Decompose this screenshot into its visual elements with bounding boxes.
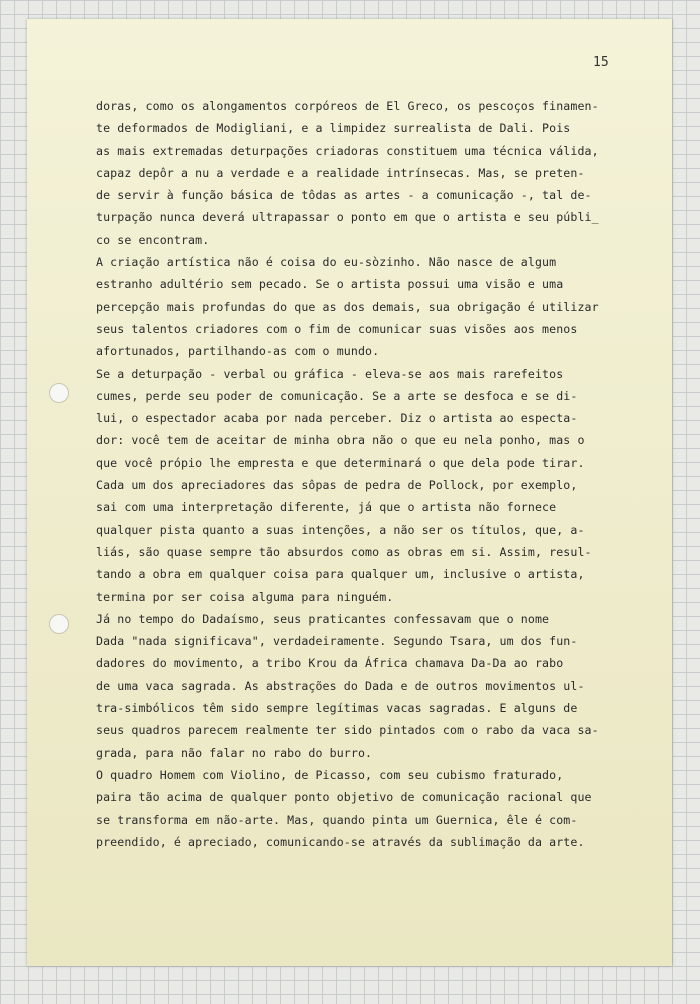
text-line: afortunados, partilhando-as com o mundo. <box>96 344 380 359</box>
text-line: cumes, perde seu poder de comunicação. Se a arte se desfoca e se di- <box>96 388 578 403</box>
text-line: dadores do movimento, a tribo Krou da África chamava Da-Da ao rabo <box>96 656 564 671</box>
text-line: A criação artística não é coisa do eu-sòzinho. Não nasce de algum <box>96 255 557 270</box>
text-line: doras, como os alongamentos corpóreos de El Greco, os pescoços finamen- <box>96 99 599 113</box>
page-number: 15 <box>593 55 609 70</box>
text-line: dor: você tem de aceitar de minha obra não o que eu nela ponho, mas o <box>96 433 585 448</box>
text-line: tra-simbólicos têm sido sempre legítimas vacas sagradas. E alguns de <box>96 701 578 716</box>
body-text <box>96 95 641 853</box>
text-line: liás, são quase sempre tão absurdos como as obras em si. Assim, resul- <box>96 544 592 559</box>
text-line: as mais extremadas deturpações criadoras constituem uma técnica válida, <box>96 143 599 158</box>
text-line: turpação nunca deverá ultrapassar o ponto em que o artista e seu públi_ <box>96 210 599 225</box>
text-line: te deformados de Modigliani, e a limpidez surrealista de Dali. Pois <box>96 121 571 136</box>
punch-hole <box>49 614 69 634</box>
text-line: O quadro Homem com Violino, de Picasso, com seu cubismo fraturado, <box>96 767 564 782</box>
text-line: capaz depôr a nu a verdade e a realidade intrínsecas. Mas, se preten- <box>96 165 585 180</box>
text-line: percepção mais profundas do que as dos demais, sua obrigação é utilizar <box>96 299 599 314</box>
text-line: grada, para não falar no rabo do burro. <box>96 745 373 760</box>
text-line: Cada um dos apreciadores das sôpas de pedra de Pollock, por exemplo, <box>96 478 578 493</box>
text-line: Se a deturpação - verbal ou gráfica - eleva-se aos mais rarefeitos <box>96 366 564 381</box>
text-line: lui, o espectador acaba por nada perceber. Diz o artista ao especta- <box>96 411 578 426</box>
text-line: tando a obra em qualquer coisa para qualquer um, inclusive o artista, <box>96 567 585 582</box>
punch-hole <box>49 383 69 403</box>
text-line: Já no tempo do Dadaísmo, seus praticantes confessavam que o nome <box>96 611 550 626</box>
text-line: de servir à função básica de tôdas as artes - a comunicação -, tal de- <box>96 188 592 203</box>
text-line: co se encontram. <box>96 232 210 247</box>
text-line: Dada "nada significava", verdadeiramente. Segundo Tsara, um dos fun- <box>96 634 578 649</box>
text-line: preendido, é apreciado, comunicando-se através da sublimação da arte. <box>96 834 585 849</box>
text-line: seus quadros parecem realmente ter sido pintados com o rabo da vaca sa- <box>96 723 599 738</box>
text-line: se transforma em não-arte. Mas, quando pinta um Guernica, êle é com- <box>96 812 578 827</box>
text-line: estranho adultério sem pecado. Se o artista possui uma visão e uma <box>96 277 564 292</box>
text-line: sai com uma interpretação diferente, já que o artista não fornece <box>96 500 557 515</box>
text-line: de uma vaca sagrada. As abstrações do Dada e de outros movimentos ul- <box>96 678 585 693</box>
text-line: termina por ser coisa alguma para ninguém. <box>96 589 394 604</box>
text-line: seus talentos criadores com o fim de comunicar suas visões aos menos <box>96 321 578 336</box>
text-line: qualquer pista quanto a suas intenções, a não ser os títulos, que, a- <box>96 522 585 537</box>
text-line: que você própio lhe empresta e que determinará o que dela pode tirar. <box>96 455 585 470</box>
text-line: paira tão acima de qualquer ponto objetivo de comunicação racional que <box>96 790 592 805</box>
